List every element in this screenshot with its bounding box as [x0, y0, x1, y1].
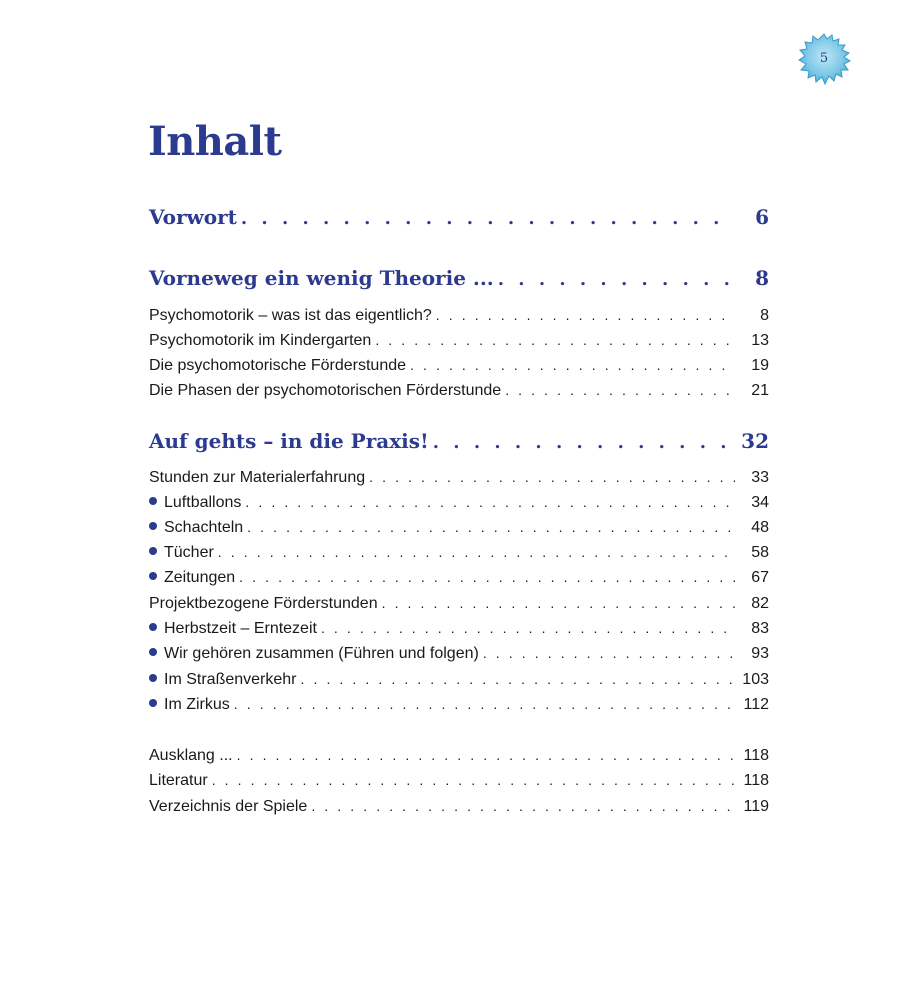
toc-page-number: 119 [743, 798, 769, 815]
leader-dots [234, 696, 735, 712]
toc-page-number: 32 [741, 429, 769, 453]
toc-entry-label [149, 645, 479, 663]
toc-page-number: 82 [751, 595, 769, 612]
toc-entry-label: Die Phasen der psychomotorischen Förderstunde [149, 382, 502, 399]
bullet-icon [149, 522, 157, 530]
bullet-icon [149, 547, 157, 555]
leader-dots [483, 645, 735, 661]
toc-entry[interactable] [149, 671, 769, 689]
toc-page-number: 48 [751, 519, 769, 536]
leader-dots [382, 595, 735, 611]
toc-section-vorwort[interactable] [149, 205, 769, 229]
toc-page-number: 21 [751, 382, 769, 399]
toc-entry[interactable] [149, 645, 769, 663]
toc-page-number: 58 [751, 544, 769, 561]
toc-entry-label [149, 671, 296, 689]
bullet-icon [149, 497, 157, 505]
toc-entry[interactable] [149, 332, 769, 350]
leader-dots [300, 671, 735, 687]
toc-entry-label [149, 519, 243, 537]
leader-dots [237, 747, 735, 763]
leader-dots [321, 620, 735, 636]
toc-page-number: 8 [755, 266, 769, 290]
page-title: Inhalt [148, 118, 282, 165]
bullet-icon [149, 572, 157, 580]
toc-section-label: Vorwort [149, 205, 237, 229]
toc-entry-text: Im Zirkus [164, 696, 230, 713]
toc-entry-text: Wir gehören zusammen (Führen und folgen) [164, 645, 479, 662]
toc-entry[interactable] [149, 357, 769, 375]
leader-dots [498, 269, 735, 290]
leader-dots [433, 432, 735, 453]
toc-section-theorie[interactable] [149, 266, 769, 290]
toc-entry-label: Die psychomotorische Förderstunde [149, 357, 407, 374]
toc-entry-label: Projektbezogene Förderstunden [149, 595, 378, 612]
leader-dots [311, 798, 735, 814]
page-number-badge [796, 31, 852, 87]
toc-entry-label [149, 494, 241, 512]
toc-entry-label: Literatur [149, 772, 208, 789]
toc-page-number: 34 [751, 494, 769, 511]
toc-entry-text: Herbstzeit – Erntezeit [164, 620, 317, 637]
toc-entry[interactable] [149, 696, 769, 714]
toc-page-number: 33 [751, 469, 769, 486]
toc-page-number: 67 [751, 569, 769, 586]
toc-entry[interactable] [149, 772, 769, 790]
toc-entry-label [149, 544, 214, 562]
toc-entry-label: Stunden zur Materialerfahrung [149, 469, 366, 486]
leader-dots [247, 519, 735, 535]
toc-entry[interactable] [149, 798, 769, 816]
toc-entry[interactable] [149, 747, 769, 765]
leader-dots [369, 469, 735, 485]
bullet-icon [149, 623, 157, 631]
toc-entry[interactable] [149, 382, 769, 400]
toc-page-number: 118 [743, 747, 769, 764]
toc-page-number: 118 [743, 772, 769, 789]
toc-entry[interactable] [149, 544, 769, 562]
bullet-icon [149, 648, 157, 656]
toc-page-number: 93 [751, 645, 769, 662]
toc-entry[interactable] [149, 620, 769, 638]
leader-dots [218, 544, 735, 560]
leader-dots [239, 569, 735, 585]
toc-entry[interactable] [149, 469, 769, 487]
toc-entry-label [149, 696, 230, 714]
bullet-icon [149, 674, 157, 682]
toc-entry-text: Tücher [164, 544, 214, 561]
toc-entry-label [149, 620, 317, 638]
leader-dots [212, 772, 735, 788]
leader-dots [241, 208, 735, 229]
toc-section-praxis[interactable] [149, 429, 769, 453]
leader-dots [505, 382, 735, 398]
toc-page-number: 103 [742, 671, 769, 688]
bullet-icon [149, 699, 157, 707]
toc-entry-text: Zeitungen [164, 569, 236, 586]
toc-page-number: 112 [743, 696, 769, 713]
toc-entry-label: Ausklang ... [149, 747, 233, 764]
leader-dots [410, 357, 735, 373]
toc-page-number: 19 [751, 357, 769, 374]
toc-entry[interactable] [149, 595, 769, 613]
toc-entry[interactable] [149, 519, 769, 537]
toc-section-label: Vorneweg ein wenig Theorie ... [149, 266, 494, 290]
toc-entry-label [149, 569, 235, 587]
toc-entry-label: Psychomotorik im Kindergarten [149, 332, 372, 349]
toc-entry-text: Schachteln [164, 519, 244, 536]
toc-entry-label: Psychomotorik – was ist das eigentlich? [149, 307, 432, 324]
toc-entry-text: Luftballons [164, 494, 242, 511]
toc-entry-text: Im Straßenverkehr [164, 671, 297, 688]
toc-section-label: Auf gehts – in die Praxis! [149, 429, 429, 453]
toc-page-number: 8 [760, 307, 769, 324]
toc-entry[interactable] [149, 307, 769, 325]
toc-entry[interactable] [149, 569, 769, 587]
toc-entry[interactable] [149, 494, 769, 512]
leader-dots [245, 494, 735, 510]
toc-page-number: 83 [751, 620, 769, 637]
leader-dots [436, 307, 735, 323]
toc-page-number: 6 [755, 205, 769, 229]
page-number: 5 [819, 51, 829, 66]
leader-dots [375, 332, 735, 348]
toc-page-number: 13 [751, 332, 769, 349]
toc-entry-label: Verzeichnis der Spiele [149, 798, 308, 815]
